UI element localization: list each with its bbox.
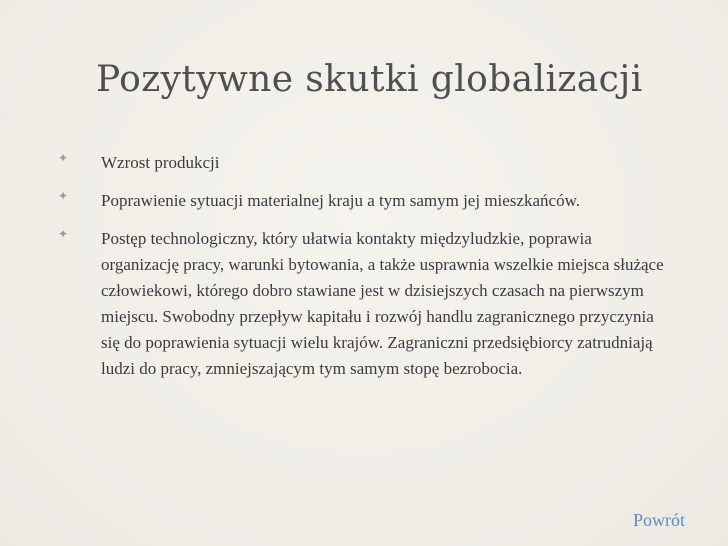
- bullet-item: [0, 150, 728, 176]
- bullet-item: [0, 188, 728, 214]
- bullet-list: [0, 150, 728, 394]
- bullet-text: Poprawienie sytuacji materialnej kraju a tym samym jej mieszkańców.: [101, 191, 580, 210]
- bullet-text: Postęp technologiczny, który ułatwia kontakty międzyludzkie, poprawia organizację pracy, warunki bytowania, a także usprawnia wszelkie miejsca służące człowiekowi, którego dobro stawiane jest w dzisiejszych czasach na pierwszym miejscu. Swobodny przepływ kapitału i rozwój handlu zagranicznego przyczynia się do poprawienia sytuacji wielu krajów. Zagraniczni przedsiębiorcy zatrudniają ludzi do pracy, zmniejszającym tym samym stopę bezrobocia.: [101, 229, 664, 378]
- slide-title: Pozytywne skutki globalizacji: [96, 59, 643, 100]
- bullet-star-icon: ✦: [58, 151, 69, 165]
- bullet-text: Wzrost produkcji: [101, 153, 220, 172]
- bullet-item: [0, 226, 728, 382]
- bullet-star-icon: ✦: [58, 227, 69, 241]
- bullet-star-icon: ✦: [58, 189, 69, 203]
- back-link[interactable]: Powrót: [633, 510, 686, 530]
